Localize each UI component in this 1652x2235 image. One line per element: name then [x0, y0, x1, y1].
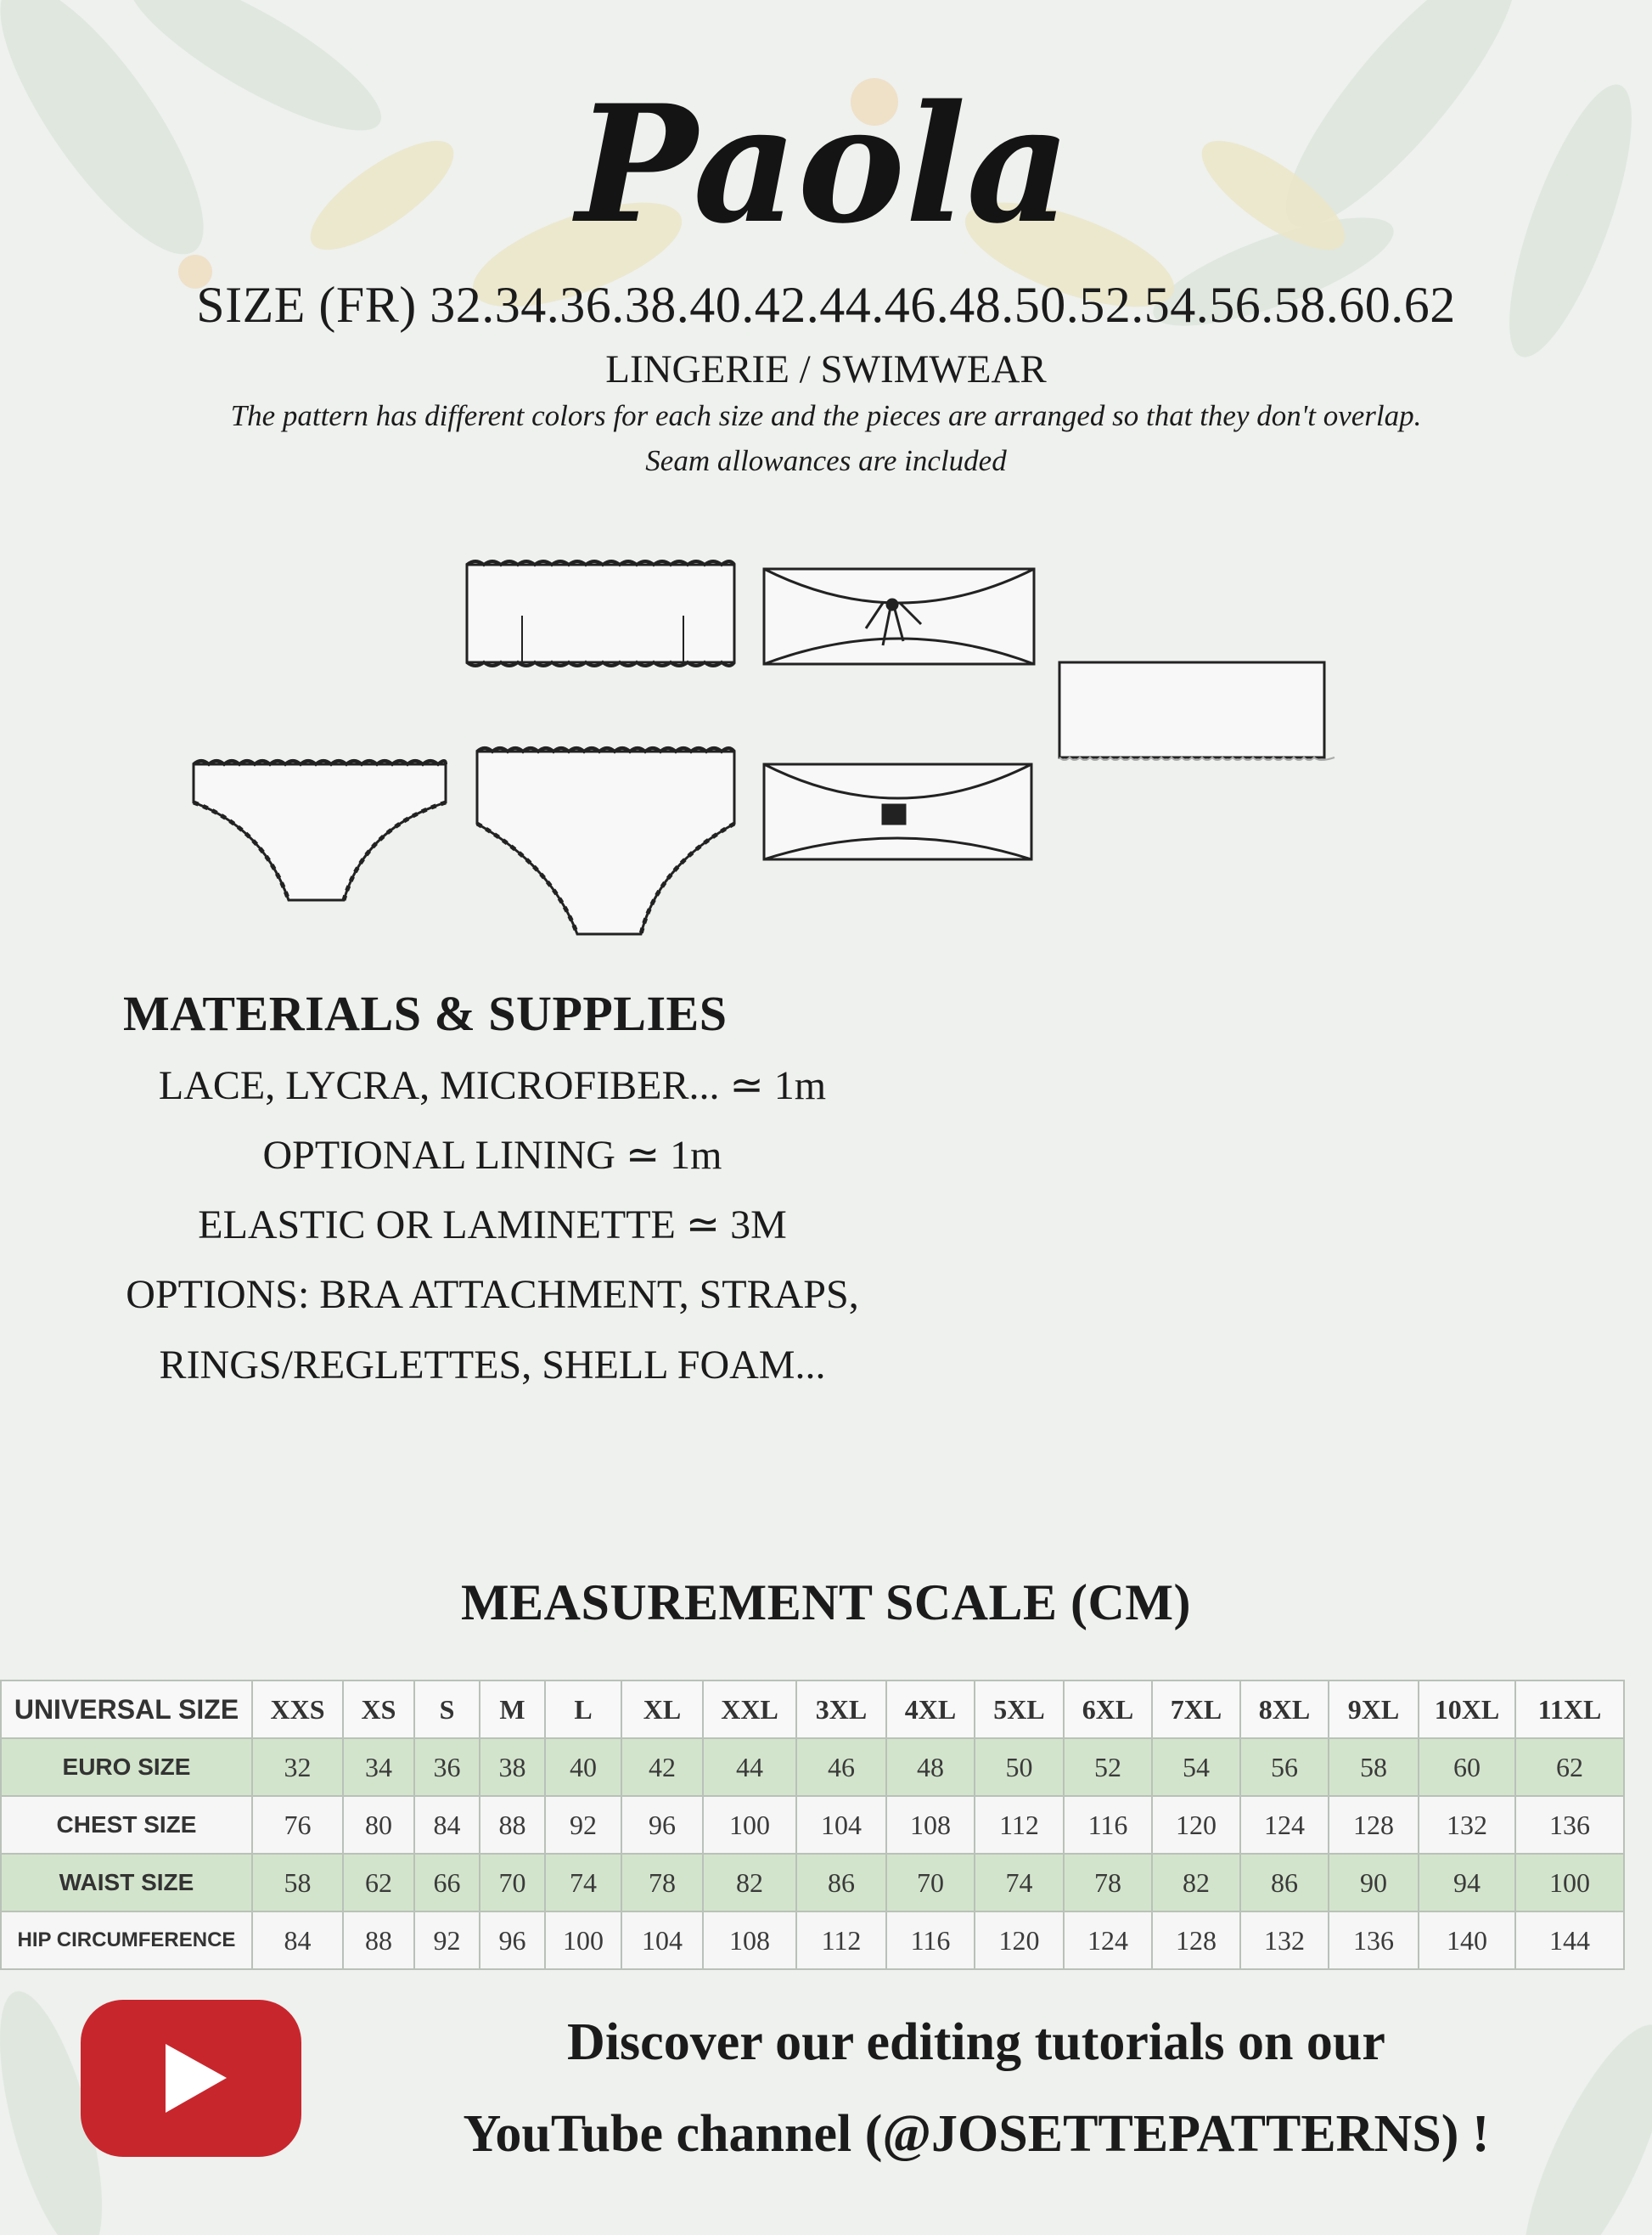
- table-cell: S: [414, 1680, 480, 1738]
- brief-illustration: [194, 761, 446, 900]
- row-label: CHEST SIZE: [1, 1796, 252, 1854]
- table-cell: 88: [480, 1796, 545, 1854]
- table-cell: 66: [414, 1854, 480, 1911]
- table-cell: 56: [1240, 1738, 1329, 1796]
- table-cell: 76: [252, 1796, 343, 1854]
- row-label: UNIVERSAL SIZE: [1, 1680, 252, 1738]
- table-cell: 116: [1064, 1796, 1152, 1854]
- table-cell: XXS: [252, 1680, 343, 1738]
- table-cell: 48: [886, 1738, 975, 1796]
- materials-title: MATERIALS & SUPPLIES: [123, 986, 728, 1041]
- youtube-promo-line1: Discover our editing tutorials on our: [567, 2013, 1385, 2071]
- table-cell: 58: [1329, 1738, 1419, 1796]
- table-cell: 104: [621, 1911, 703, 1969]
- table-cell: 132: [1240, 1911, 1329, 1969]
- table-cell: XL: [621, 1680, 703, 1738]
- table-cell: 96: [480, 1911, 545, 1969]
- measurement-table: [0, 1680, 1625, 1970]
- brand-logo: [475, 51, 1172, 280]
- row-label: EURO SIZE: [1, 1738, 252, 1796]
- table-cell: 128: [1329, 1796, 1419, 1854]
- measurement-title: MEASUREMENT SCALE (CM): [461, 1574, 1191, 1630]
- table-cell: 9XL: [1329, 1680, 1419, 1738]
- table-cell: 112: [796, 1911, 886, 1969]
- table-cell: 34: [343, 1738, 414, 1796]
- table-cell: 52: [1064, 1738, 1152, 1796]
- table-cell: 38: [480, 1738, 545, 1796]
- table-cell: 120: [1152, 1796, 1240, 1854]
- garment-illustrations: [170, 535, 1358, 960]
- table-cell: 94: [1419, 1854, 1515, 1911]
- table-cell: 116: [886, 1911, 975, 1969]
- table-cell: 3XL: [796, 1680, 886, 1738]
- table-row: [1, 1854, 1624, 1911]
- pattern-note: The pattern has different colors for each size and the pieces are arranged so that they don't overlap.: [230, 399, 1422, 432]
- youtube-play-icon: [81, 2000, 301, 2157]
- table-row: [1, 1680, 1624, 1738]
- table-cell: 82: [703, 1854, 796, 1911]
- table-cell: 136: [1515, 1796, 1624, 1854]
- table-cell: 4XL: [886, 1680, 975, 1738]
- table-cell: 50: [975, 1738, 1064, 1796]
- table-cell: 88: [343, 1911, 414, 1969]
- table-cell: 58: [252, 1854, 343, 1911]
- table-cell: 84: [252, 1911, 343, 1969]
- size-range: SIZE (FR) 32.34.36.38.40.42.44.46.48.50.52.54.56.58.60.62: [196, 277, 1456, 333]
- youtube-promo-line2: YouTube channel (@JOSETTEPATTERNS) !: [463, 2105, 1490, 2163]
- table-cell: 70: [886, 1854, 975, 1911]
- table-cell: 90: [1329, 1854, 1419, 1911]
- table-cell: 100: [545, 1911, 621, 1969]
- table-cell: 74: [545, 1854, 621, 1911]
- label-bandeau-illustration: [764, 764, 1031, 859]
- row-label: WAIST SIZE: [1, 1854, 252, 1911]
- table-cell: 120: [975, 1911, 1064, 1969]
- high-brief-illustration: [477, 748, 734, 934]
- table-cell: 86: [796, 1854, 886, 1911]
- table-cell: 36: [414, 1738, 480, 1796]
- table-cell: 136: [1329, 1911, 1419, 1969]
- table-cell: 108: [886, 1796, 975, 1854]
- material-item: LACE, LYCRA, MICROFIBER... ≃ 1m: [158, 1063, 827, 1108]
- table-cell: 96: [621, 1796, 703, 1854]
- table-cell: 78: [1064, 1854, 1152, 1911]
- table-cell: 6XL: [1064, 1680, 1152, 1738]
- row-label: HIP CIRCUMFERENCE: [1, 1911, 252, 1969]
- table-cell: XXL: [703, 1680, 796, 1738]
- material-item: RINGS/REGLETTES, SHELL FOAM...: [159, 1343, 826, 1388]
- table-cell: 11XL: [1515, 1680, 1624, 1738]
- table-cell: 144: [1515, 1911, 1624, 1969]
- table-cell: 108: [703, 1911, 796, 1969]
- table-cell: 104: [796, 1796, 886, 1854]
- table-cell: 92: [545, 1796, 621, 1854]
- table-cell: 62: [343, 1854, 414, 1911]
- table-row: [1, 1911, 1624, 1969]
- table-cell: M: [480, 1680, 545, 1738]
- table-cell: 132: [1419, 1796, 1515, 1854]
- category-label: LINGERIE / SWIMWEAR: [605, 347, 1047, 391]
- seam-allowance-note: Seam allowances are included: [645, 444, 1007, 477]
- bandeau-top-illustration: [467, 561, 734, 666]
- table-cell: 40: [545, 1738, 621, 1796]
- table-cell: 84: [414, 1796, 480, 1854]
- table-cell: 62: [1515, 1738, 1624, 1796]
- table-cell: 124: [1240, 1796, 1329, 1854]
- table-cell: 8XL: [1240, 1680, 1329, 1738]
- table-row: [1, 1738, 1624, 1796]
- table-cell: 74: [975, 1854, 1064, 1911]
- plain-bandeau-illustration: [1059, 662, 1335, 760]
- material-item: OPTIONAL LINING ≃ 1m: [262, 1133, 722, 1178]
- table-cell: 44: [703, 1738, 796, 1796]
- material-item: OPTIONS: BRA ATTACHMENT, STRAPS,: [126, 1272, 859, 1317]
- table-cell: 54: [1152, 1738, 1240, 1796]
- table-cell: 78: [621, 1854, 703, 1911]
- table-row: [1, 1796, 1624, 1854]
- table-cell: 112: [975, 1796, 1064, 1854]
- table-cell: 128: [1152, 1911, 1240, 1969]
- table-cell: 92: [414, 1911, 480, 1969]
- table-cell: 10XL: [1419, 1680, 1515, 1738]
- table-cell: 100: [703, 1796, 796, 1854]
- table-cell: 82: [1152, 1854, 1240, 1911]
- table-cell: 80: [343, 1796, 414, 1854]
- table-cell: L: [545, 1680, 621, 1738]
- table-cell: 5XL: [975, 1680, 1064, 1738]
- table-cell: 86: [1240, 1854, 1329, 1911]
- table-cell: 70: [480, 1854, 545, 1911]
- table-cell: 100: [1515, 1854, 1624, 1911]
- bow-bandeau-illustration: [764, 569, 1034, 664]
- table-cell: 7XL: [1152, 1680, 1240, 1738]
- table-cell: 42: [621, 1738, 703, 1796]
- table-cell: 32: [252, 1738, 343, 1796]
- material-item: ELASTIC OR LAMINETTE ≃ 3M: [198, 1202, 787, 1247]
- table-cell: 60: [1419, 1738, 1515, 1796]
- table-cell: XS: [343, 1680, 414, 1738]
- brand-name: Paola: [576, 70, 1071, 259]
- table-cell: 46: [796, 1738, 886, 1796]
- table-cell: 124: [1064, 1911, 1152, 1969]
- table-cell: 140: [1419, 1911, 1515, 1969]
